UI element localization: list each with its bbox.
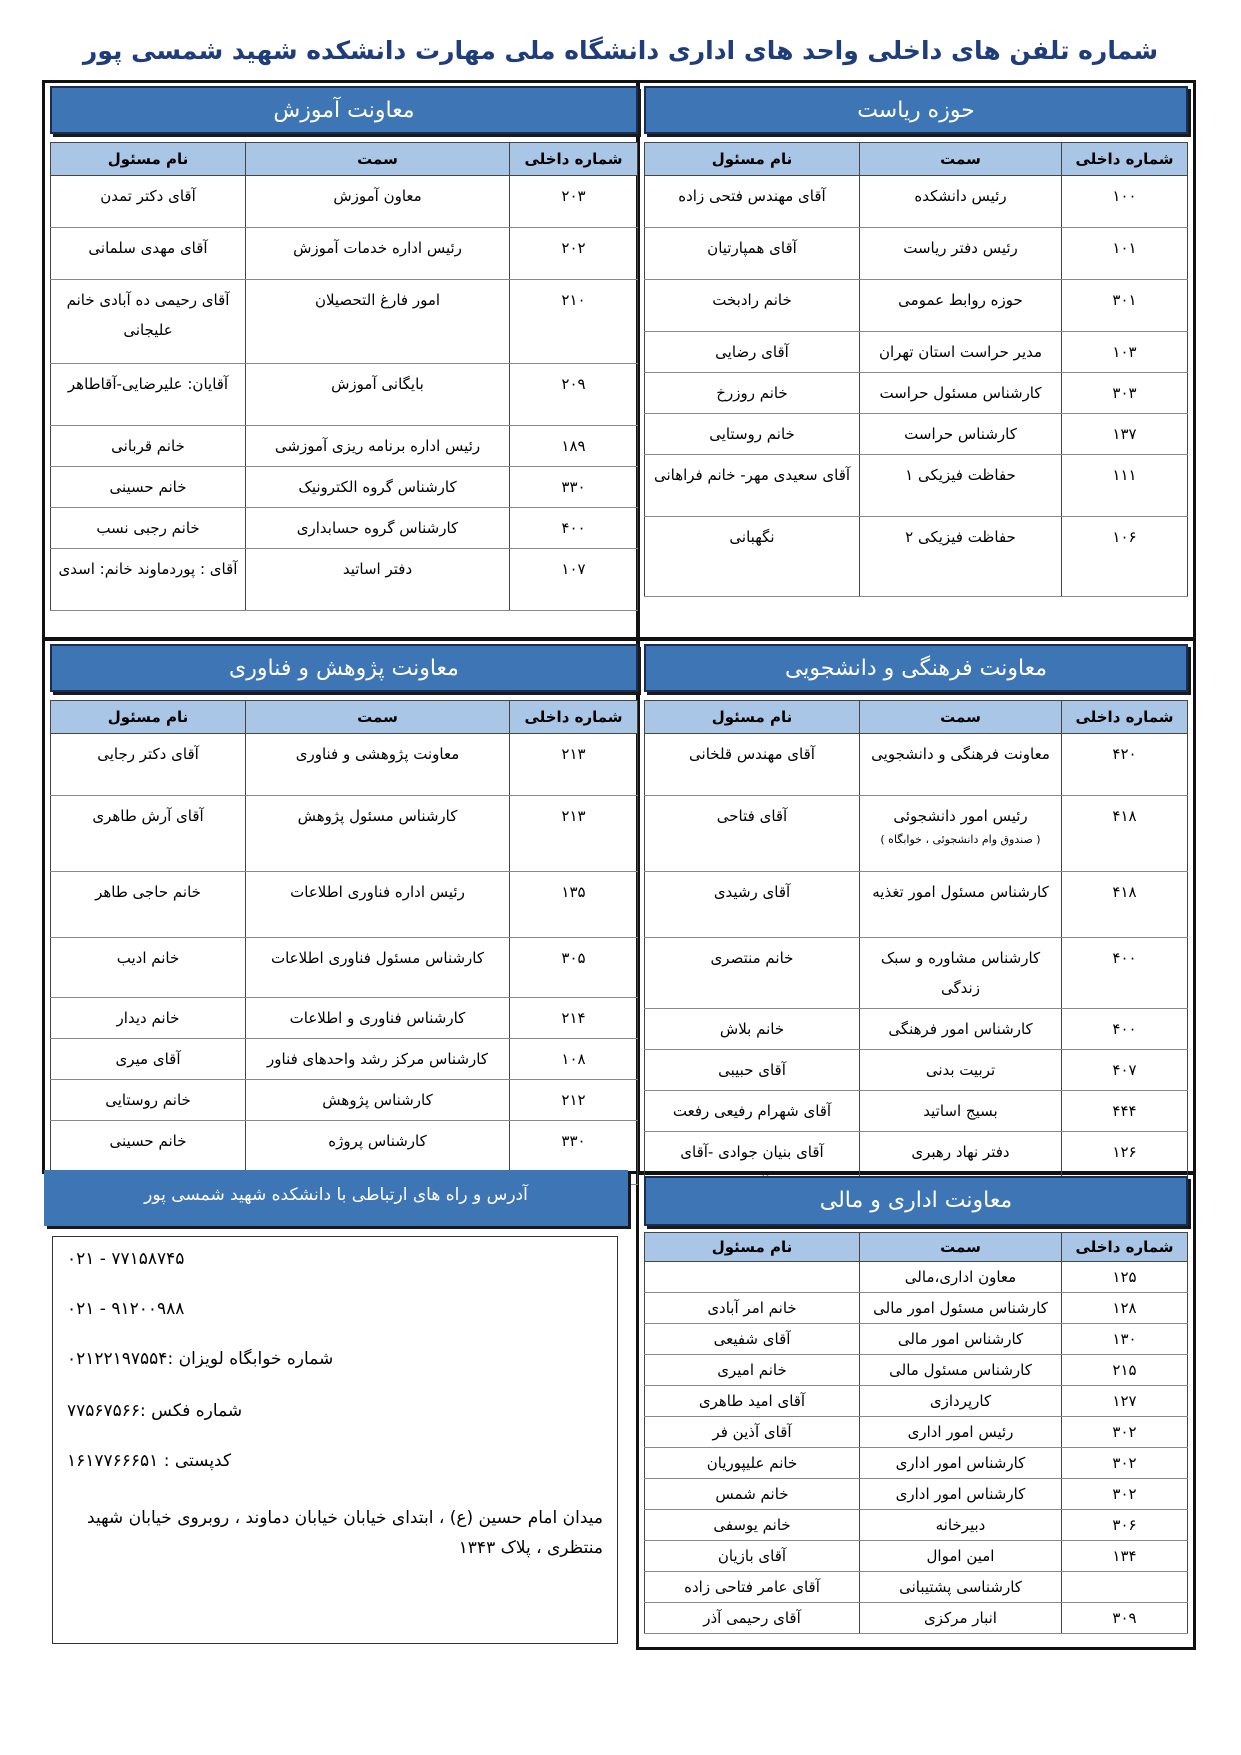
position: کارشناس گروه حسابداری xyxy=(246,508,510,549)
ext: ۳۰۵ xyxy=(510,938,638,998)
col-name: نام مسئول xyxy=(51,143,246,176)
name: آقای امید طاهری xyxy=(645,1386,860,1417)
ext: ۴۰۰ xyxy=(510,508,638,549)
table-row xyxy=(51,1039,638,1080)
farhangi-table xyxy=(644,700,1188,1203)
table-row xyxy=(51,549,638,611)
col-position: سمت xyxy=(860,143,1062,176)
name: آقای بنیان جوادی -آقای xyxy=(645,1132,860,1203)
table-row xyxy=(645,1541,1188,1572)
position: کارشناس پروژه xyxy=(246,1121,510,1185)
position: کارشناس پژوهش xyxy=(246,1080,510,1121)
name: آقای شهرام رفیعی رفعت xyxy=(645,1091,860,1132)
panel-title: معاونت اداری و مالی xyxy=(644,1176,1188,1226)
pajoohesh-table xyxy=(50,700,638,1185)
name: آقای رحیمی ده آبادی خانم علیجانی xyxy=(51,280,246,364)
table-row xyxy=(645,373,1188,414)
position: کارشناس مرکز رشد واحدهای فناور xyxy=(246,1039,510,1080)
col-name: نام مسئول xyxy=(645,143,860,176)
name: خانم حسینی xyxy=(51,467,246,508)
col-position: سمت xyxy=(860,1233,1062,1262)
name: خانم رادبخت xyxy=(645,280,860,332)
ext: ۴۱۸ xyxy=(1062,796,1188,872)
table-row xyxy=(645,1050,1188,1091)
col-ext: شماره داخلی xyxy=(510,701,638,734)
ext: ۲۱۴ xyxy=(510,998,638,1039)
position: کارشناس گروه الکترونیک xyxy=(246,467,510,508)
ext: ۱۰۰ xyxy=(1062,176,1188,228)
table-row xyxy=(51,938,638,998)
panel-title: معاونت پژوهش و فناوری xyxy=(50,644,638,692)
ext: ۳۳۰ xyxy=(510,467,638,508)
ext: ۱۲۵ xyxy=(1062,1262,1188,1293)
contact-title: آدرس و راه های ارتباطی با دانشکده شهید شمسی پور xyxy=(44,1170,628,1226)
ext: ۱۸۹ xyxy=(510,426,638,467)
table-row xyxy=(51,228,638,280)
table-header-row xyxy=(51,701,638,734)
position: رئیس دانشکده xyxy=(860,176,1062,228)
table-row xyxy=(51,364,638,426)
position: کارشناس مسئول مالی xyxy=(860,1355,1062,1386)
col-ext: شماره داخلی xyxy=(510,143,638,176)
name: آقای میری xyxy=(51,1039,246,1080)
name: آقای : پوردماوند خانم: اسدی xyxy=(51,549,246,611)
table-row xyxy=(51,426,638,467)
table-row xyxy=(645,796,1188,872)
position: حوزه روابط عمومی xyxy=(860,280,1062,332)
position: کارشناس امور فرهنگی xyxy=(860,1009,1062,1050)
name: آقای دکتر رجایی xyxy=(51,734,246,796)
position: رئیس اداره خدمات آموزش xyxy=(246,228,510,280)
table-row xyxy=(645,1324,1188,1355)
position: کارشناس مسئول حراست xyxy=(860,373,1062,414)
ext: ۳۰۲ xyxy=(1062,1417,1188,1448)
position: کارشناس امور اداری xyxy=(860,1479,1062,1510)
name: آقای مهدی سلمانی xyxy=(51,228,246,280)
table-row xyxy=(51,176,638,228)
ext: ۲۱۲ xyxy=(510,1080,638,1121)
ext: ۴۴۴ xyxy=(1062,1091,1188,1132)
ext: ۱۲۶ xyxy=(1062,1132,1188,1203)
riasat-table xyxy=(644,142,1188,597)
position: دفتر نهاد رهبری xyxy=(860,1132,1062,1203)
postal-code: کدپستی : ۱۶۱۷۷۶۶۶۵۱ xyxy=(67,1451,232,1471)
name: خانم علیپوریان xyxy=(645,1448,860,1479)
ext: ۳۳۰ xyxy=(510,1121,638,1185)
ext: ۱۳۷ xyxy=(1062,414,1188,455)
position: معاون اداری،مالی xyxy=(860,1262,1062,1293)
name: خانم یوسفی xyxy=(645,1510,860,1541)
name: خانم بلاش xyxy=(645,1009,860,1050)
table-row xyxy=(51,1080,638,1121)
ext: ۱۰۱ xyxy=(1062,228,1188,280)
ext: ۱۳۴ xyxy=(1062,1541,1188,1572)
table-row xyxy=(51,734,638,796)
position: کارپردازی xyxy=(860,1386,1062,1417)
table-row xyxy=(645,1510,1188,1541)
table-row xyxy=(645,1417,1188,1448)
table-row xyxy=(645,1293,1188,1324)
ext: ۱۰۳ xyxy=(1062,332,1188,373)
table-row xyxy=(645,1009,1188,1050)
table-row xyxy=(645,1262,1188,1293)
position: دبیرخانه xyxy=(860,1510,1062,1541)
position: کارشناس فناوری و اطلاعات xyxy=(246,998,510,1039)
col-ext: شماره داخلی xyxy=(1062,1233,1188,1262)
table-row xyxy=(645,734,1188,796)
ext: ۲۱۰ xyxy=(510,280,638,364)
dorm-phone: شماره خوابگاه لویزان :۰۲۱۲۲۱۹۷۵۵۴ xyxy=(67,1349,334,1369)
position: انبار مرکزی xyxy=(860,1603,1062,1634)
name: آقای مهندس فتحی زاده xyxy=(645,176,860,228)
panel-amoozesh xyxy=(50,86,638,611)
name: آقای رشیدی xyxy=(645,872,860,938)
position: رئیس اداره برنامه ریزی آموزشی xyxy=(246,426,510,467)
ext: ۱۲۸ xyxy=(1062,1293,1188,1324)
name: خانم امر آبادی xyxy=(645,1293,860,1324)
ext: ۱۲۷ xyxy=(1062,1386,1188,1417)
table-header-row xyxy=(645,1233,1188,1262)
col-name: نام مسئول xyxy=(645,1233,860,1262)
name: آقای همپارتیان xyxy=(645,228,860,280)
ext: ۱۱۱ xyxy=(1062,455,1188,517)
table-row xyxy=(645,1603,1188,1634)
position: امور فارغ التحصیلان xyxy=(246,280,510,364)
name: آقای شفیعی xyxy=(645,1324,860,1355)
name xyxy=(645,1262,860,1293)
name: نگهبانی xyxy=(645,517,860,597)
ext: ۳۰۶ xyxy=(1062,1510,1188,1541)
ext: ۳۰۱ xyxy=(1062,280,1188,332)
name: آقای مهندس قلخانی xyxy=(645,734,860,796)
table-row xyxy=(645,1448,1188,1479)
position: بسیج اساتید xyxy=(860,1091,1062,1132)
table-row xyxy=(645,176,1188,228)
name: خانم حسینی xyxy=(51,1121,246,1185)
ext: ۴۲۰ xyxy=(1062,734,1188,796)
name: خانم شمس xyxy=(645,1479,860,1510)
position: رئیس دفتر ریاست xyxy=(860,228,1062,280)
position xyxy=(860,796,1062,872)
col-name: نام مسئول xyxy=(645,701,860,734)
ext: ۴۰۰ xyxy=(1062,1009,1188,1050)
page-title: شماره تلفن های داخلی واحد های اداری دانشگاه ملی مهارت دانشکده شهید شمسی پور xyxy=(82,36,1159,65)
position: کارشناس مسئول پژوهش xyxy=(246,796,510,872)
position: امین اموال xyxy=(860,1541,1062,1572)
name: خانم روزرخ xyxy=(645,373,860,414)
ext: ۴۰۰ xyxy=(1062,938,1188,1009)
name: آقای سعیدی مهر- خانم فراهانی xyxy=(645,455,860,517)
position: کارشناس مسئول امور تغذیه xyxy=(860,872,1062,938)
name: خانم ادیب xyxy=(51,938,246,998)
name: آقای آذین فر xyxy=(645,1417,860,1448)
table-row xyxy=(645,414,1188,455)
name: خانم امیری xyxy=(645,1355,860,1386)
name: آقای رحیمی آذر xyxy=(645,1603,860,1634)
name: آقای عامر فتاحی زاده xyxy=(645,1572,860,1603)
amoozesh-table xyxy=(50,142,638,611)
table-row xyxy=(51,796,638,872)
table-row xyxy=(51,508,638,549)
position: رئیس امور اداری xyxy=(860,1417,1062,1448)
name: آقای حبیبی xyxy=(645,1050,860,1091)
table-row xyxy=(645,517,1188,597)
position: کارشناس امور اداری xyxy=(860,1448,1062,1479)
position: تربیت بدنی xyxy=(860,1050,1062,1091)
position-note: ( صندوق وام دانشجوئی ، خوابگاه ) xyxy=(880,833,1041,846)
position: رئیس اداره فناوری اطلاعات xyxy=(246,872,510,938)
edari-table xyxy=(644,1232,1188,1634)
position: بایگانی آموزش xyxy=(246,364,510,426)
panel-title: معاونت فرهنگی و دانشجویی xyxy=(644,644,1188,692)
position: کارشناس امور مالی xyxy=(860,1324,1062,1355)
table-row xyxy=(51,872,638,938)
name: آقای فتاحی xyxy=(645,796,860,872)
name: آقای رضایی xyxy=(645,332,860,373)
position: مدیر حراست استان تهران xyxy=(860,332,1062,373)
position: معاون آموزش xyxy=(246,176,510,228)
col-position: سمت xyxy=(246,143,510,176)
ext: ۳۰۳ xyxy=(1062,373,1188,414)
table-row xyxy=(645,938,1188,1009)
ext: ۲۰۲ xyxy=(510,228,638,280)
table-row xyxy=(645,872,1188,938)
position: معاونت پژوهشی و فناوری xyxy=(246,734,510,796)
ext: ۳۰۲ xyxy=(1062,1479,1188,1510)
table-row xyxy=(51,467,638,508)
position: کارشناس مسئول امور مالی xyxy=(860,1293,1062,1324)
panel-title: حوزه ریاست xyxy=(644,86,1188,134)
name: آقایان: علیرضایی-آقاطاهر xyxy=(51,364,246,426)
table-header-row xyxy=(51,143,638,176)
panel-riasat xyxy=(644,86,1188,597)
name: آقای آرش طاهری xyxy=(51,796,246,872)
col-name: نام مسئول xyxy=(51,701,246,734)
ext: ۴۱۸ xyxy=(1062,872,1188,938)
table-row xyxy=(645,1479,1188,1510)
ext: ۲۰۹ xyxy=(510,364,638,426)
col-position: سمت xyxy=(246,701,510,734)
table-row xyxy=(645,228,1188,280)
table-header-row xyxy=(645,701,1188,734)
col-position: سمت xyxy=(860,701,1062,734)
position: کارشناس مسئول فناوری اطلاعات xyxy=(246,938,510,998)
name: خانم منتصری xyxy=(645,938,860,1009)
col-ext: شماره داخلی xyxy=(1062,143,1188,176)
address: میدان امام حسین (ع) ، ابتدای خیابان خیابان دماوند ، روبروی خیابان شهید منتظری ، پلاک ۱۳۴۳ xyxy=(87,1508,603,1558)
phone-1: ۰۲۱ - ۷۷۱۵۸۷۴۵ xyxy=(67,1249,185,1269)
table-row xyxy=(645,1355,1188,1386)
table-header-row xyxy=(645,143,1188,176)
position: دفتر اساتید xyxy=(246,549,510,611)
position-text: رئیس امور دانشجوئی xyxy=(893,807,1028,825)
position: حفاظت فیزیکی ۲ xyxy=(860,517,1062,597)
position: کارشناسی پشتیبانی xyxy=(860,1572,1062,1603)
phone-2: ۰۲۱ - ۹۱۲۰۰۹۸۸ xyxy=(67,1299,185,1319)
ext: ۱۰۸ xyxy=(510,1039,638,1080)
name: خانم روستایی xyxy=(645,414,860,455)
table-row xyxy=(645,1572,1188,1603)
table-row xyxy=(645,280,1188,332)
ext: ۲۱۳ xyxy=(510,734,638,796)
fax-number: شماره فکس :۷۷۵۶۷۵۶۶ xyxy=(67,1401,243,1421)
panel-edari xyxy=(644,1176,1188,1634)
table-row xyxy=(645,455,1188,517)
panel-title: معاونت آموزش xyxy=(50,86,638,134)
ext: ۱۳۵ xyxy=(510,872,638,938)
position: کارشناس مشاوره و سبک زندگی xyxy=(860,938,1062,1009)
panel-farhangi xyxy=(644,644,1188,1203)
table-row xyxy=(645,1386,1188,1417)
ext: ۳۰۲ xyxy=(1062,1448,1188,1479)
ext: ۱۰۶ xyxy=(1062,517,1188,597)
name: خانم رجبی نسب xyxy=(51,508,246,549)
ext: ۱۳۰ xyxy=(1062,1324,1188,1355)
name: خانم قربانی xyxy=(51,426,246,467)
panel-pajoohesh xyxy=(50,644,638,1185)
table-row xyxy=(645,332,1188,373)
name: خانم روستایی xyxy=(51,1080,246,1121)
name: آقای بازیان xyxy=(645,1541,860,1572)
position: معاونت فرهنگی و دانشجویی xyxy=(860,734,1062,796)
name: خانم حاجی طاهر xyxy=(51,872,246,938)
ext: ۱۰۷ xyxy=(510,549,638,611)
name: خانم دیدار xyxy=(51,998,246,1039)
contact-box xyxy=(52,1236,618,1644)
ext: ۲۰۳ xyxy=(510,176,638,228)
ext xyxy=(1062,1572,1188,1603)
ext: ۳۰۹ xyxy=(1062,1603,1188,1634)
ext: ۴۰۷ xyxy=(1062,1050,1188,1091)
ext: ۲۱۳ xyxy=(510,796,638,872)
name: آقای دکتر تمدن xyxy=(51,176,246,228)
position: کارشناس حراست xyxy=(860,414,1062,455)
table-row xyxy=(51,998,638,1039)
ext: ۲۱۵ xyxy=(1062,1355,1188,1386)
table-row xyxy=(645,1091,1188,1132)
col-ext: شماره داخلی xyxy=(1062,701,1188,734)
table-row xyxy=(51,280,638,364)
position: حفاظت فیزیکی ۱ xyxy=(860,455,1062,517)
